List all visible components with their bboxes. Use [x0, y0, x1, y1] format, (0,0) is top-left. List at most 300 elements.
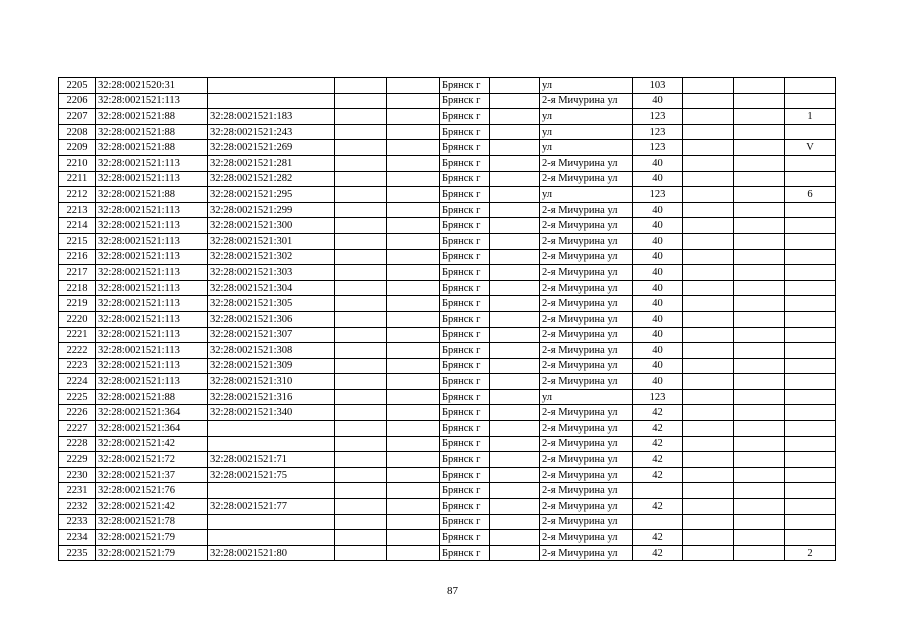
table-cell: 2-я Мичурина ул: [540, 358, 633, 374]
table-cell: Брянск г: [440, 530, 490, 546]
table-cell: 32:28:0021521:316: [208, 389, 335, 405]
table-cell: 32:28:0021521:308: [208, 343, 335, 359]
table-cell: 2221: [59, 327, 96, 343]
table-cell: Брянск г: [440, 296, 490, 312]
table-cell: Брянск г: [440, 155, 490, 171]
table-cell: [785, 499, 836, 515]
table-cell: Брянск г: [440, 452, 490, 468]
table-cell: 2-я Мичурина ул: [540, 233, 633, 249]
register-table: [58, 77, 836, 561]
table-cell: [335, 545, 387, 561]
table-cell: [785, 93, 836, 109]
table-row: [59, 249, 836, 265]
table-cell: [683, 467, 734, 483]
table-cell: 42: [633, 436, 683, 452]
table-cell: [785, 343, 836, 359]
table-cell: 40: [633, 218, 683, 234]
table-cell: [490, 171, 540, 187]
table-cell: 2209: [59, 140, 96, 156]
table-cell: [387, 358, 440, 374]
table-cell: 2: [785, 545, 836, 561]
table-cell: [785, 514, 836, 530]
table-cell: [683, 280, 734, 296]
table-cell: [683, 405, 734, 421]
table-cell: [387, 296, 440, 312]
table-cell: 2225: [59, 389, 96, 405]
table-cell: 32:28:0021521:42: [96, 499, 208, 515]
table-cell: Брянск г: [440, 405, 490, 421]
table-cell: [335, 499, 387, 515]
table-cell: 2229: [59, 452, 96, 468]
table-cell: [387, 155, 440, 171]
table-cell: [734, 389, 785, 405]
table-cell: Брянск г: [440, 389, 490, 405]
table-cell: [335, 280, 387, 296]
table-cell: [683, 530, 734, 546]
table-cell: 32:28:0021521:113: [96, 374, 208, 390]
table-cell: 2-я Мичурина ул: [540, 374, 633, 390]
table-cell: [683, 389, 734, 405]
table-cell: [785, 155, 836, 171]
table-cell: Брянск г: [440, 233, 490, 249]
table-cell: [387, 311, 440, 327]
table-cell: [734, 530, 785, 546]
table-cell: [335, 405, 387, 421]
table-row: [59, 187, 836, 203]
table-cell: [208, 421, 335, 437]
table-cell: ул: [540, 109, 633, 125]
table-cell: [734, 78, 785, 94]
table-cell: [208, 483, 335, 499]
table-cell: Брянск г: [440, 124, 490, 140]
table-cell: [734, 109, 785, 125]
table-cell: [785, 467, 836, 483]
table-cell: [683, 265, 734, 281]
table-cell: [387, 202, 440, 218]
table-cell: 40: [633, 343, 683, 359]
table-cell: [683, 436, 734, 452]
table-cell: [734, 327, 785, 343]
table-cell: [490, 202, 540, 218]
table-cell: Брянск г: [440, 265, 490, 281]
table-cell: [490, 311, 540, 327]
table-cell: [490, 374, 540, 390]
table-cell: 103: [633, 78, 683, 94]
table-cell: [490, 124, 540, 140]
table-cell: 32:28:0021521:364: [96, 421, 208, 437]
table-row: [59, 109, 836, 125]
table-row: [59, 93, 836, 109]
table-cell: 32:28:0021521:88: [96, 124, 208, 140]
table-row: [59, 358, 836, 374]
table-cell: [490, 233, 540, 249]
table-cell: [335, 311, 387, 327]
table-cell: [734, 452, 785, 468]
table-cell: 123: [633, 140, 683, 156]
table-cell: [490, 93, 540, 109]
table-cell: [785, 265, 836, 281]
table-cell: [387, 499, 440, 515]
table-cell: Брянск г: [440, 187, 490, 203]
table-row: [59, 421, 836, 437]
table-cell: [734, 296, 785, 312]
table-cell: [335, 421, 387, 437]
table-cell: [734, 140, 785, 156]
table-cell: 40: [633, 311, 683, 327]
table-cell: 2-я Мичурина ул: [540, 249, 633, 265]
table-cell: [683, 109, 734, 125]
table-cell: 32:28:0021521:113: [96, 343, 208, 359]
table-cell: [335, 155, 387, 171]
table-cell: [683, 514, 734, 530]
table-cell: 32:28:0021520:31: [96, 78, 208, 94]
table-cell: [335, 467, 387, 483]
table-cell: [387, 405, 440, 421]
table-cell: 32:28:0021521:113: [96, 280, 208, 296]
table-cell: 2215: [59, 233, 96, 249]
table-cell: [387, 218, 440, 234]
table-cell: [490, 530, 540, 546]
table-cell: [683, 343, 734, 359]
table-cell: 32:28:0021521:301: [208, 233, 335, 249]
table-cell: [683, 358, 734, 374]
table-cell: 32:28:0021521:113: [96, 327, 208, 343]
table-cell: [683, 171, 734, 187]
table-cell: 32:28:0021521:364: [96, 405, 208, 421]
table-cell: [490, 187, 540, 203]
table-cell: [387, 233, 440, 249]
table-cell: [785, 405, 836, 421]
table-cell: [335, 483, 387, 499]
table-cell: [490, 514, 540, 530]
table-cell: [387, 265, 440, 281]
table-cell: [335, 78, 387, 94]
table-cell: [335, 327, 387, 343]
table-cell: 123: [633, 109, 683, 125]
table-cell: [683, 249, 734, 265]
table-cell: [683, 421, 734, 437]
table-cell: [387, 514, 440, 530]
table-cell: 2-я Мичурина ул: [540, 171, 633, 187]
table-cell: [785, 436, 836, 452]
table-cell: 32:28:0021521:307: [208, 327, 335, 343]
table-cell: 2210: [59, 155, 96, 171]
table-cell: [734, 358, 785, 374]
table-cell: [490, 452, 540, 468]
table-cell: [734, 233, 785, 249]
table-cell: 40: [633, 280, 683, 296]
table-cell: Брянск г: [440, 109, 490, 125]
table-cell: [734, 545, 785, 561]
table-cell: [335, 514, 387, 530]
table-cell: 40: [633, 265, 683, 281]
table-cell: [387, 421, 440, 437]
table-cell: [335, 249, 387, 265]
table-cell: [785, 171, 836, 187]
table-cell: [387, 530, 440, 546]
table-cell: [335, 93, 387, 109]
table-cell: 32:28:0021521:75: [208, 467, 335, 483]
table-cell: ул: [540, 187, 633, 203]
table-cell: 2205: [59, 78, 96, 94]
table-cell: Брянск г: [440, 218, 490, 234]
table-cell: Брянск г: [440, 249, 490, 265]
table-cell: [335, 389, 387, 405]
table-cell: 40: [633, 296, 683, 312]
table-cell: [785, 78, 836, 94]
table-cell: [387, 483, 440, 499]
table-cell: [785, 374, 836, 390]
table-cell: [490, 78, 540, 94]
table-row: [59, 124, 836, 140]
table-cell: [734, 124, 785, 140]
table-cell: Брянск г: [440, 311, 490, 327]
table-cell: [335, 374, 387, 390]
table-cell: [683, 311, 734, 327]
table-cell: Брянск г: [440, 374, 490, 390]
table-cell: [683, 218, 734, 234]
table-row: [59, 389, 836, 405]
table-cell: Брянск г: [440, 327, 490, 343]
table-cell: [683, 296, 734, 312]
table-cell: [490, 155, 540, 171]
table-cell: 32:28:0021521:72: [96, 452, 208, 468]
table-cell: 2-я Мичурина ул: [540, 436, 633, 452]
table-cell: 32:28:0021521:113: [96, 311, 208, 327]
table-cell: 1: [785, 109, 836, 125]
table-cell: 2228: [59, 436, 96, 452]
table-cell: 32:28:0021521:88: [96, 389, 208, 405]
table-cell: [387, 452, 440, 468]
table-cell: 32:28:0021521:113: [96, 265, 208, 281]
table-cell: 42: [633, 499, 683, 515]
table-body: [59, 78, 836, 561]
table-cell: 32:28:0021521:42: [96, 436, 208, 452]
table-cell: [490, 280, 540, 296]
table-cell: 32:28:0021521:243: [208, 124, 335, 140]
table-cell: Брянск г: [440, 499, 490, 515]
table-cell: 2207: [59, 109, 96, 125]
table-cell: 2233: [59, 514, 96, 530]
table-cell: [490, 249, 540, 265]
table-cell: [683, 78, 734, 94]
table-row: [59, 280, 836, 296]
table-cell: [683, 202, 734, 218]
table-cell: 2216: [59, 249, 96, 265]
table-cell: 32:28:0021521:309: [208, 358, 335, 374]
table-cell: 2-я Мичурина ул: [540, 545, 633, 561]
table-cell: 42: [633, 545, 683, 561]
table-cell: 2-я Мичурина ул: [540, 467, 633, 483]
table-cell: 42: [633, 530, 683, 546]
table-row: [59, 499, 836, 515]
table-cell: Брянск г: [440, 421, 490, 437]
table-cell: 40: [633, 233, 683, 249]
table-cell: [785, 421, 836, 437]
table-cell: [785, 249, 836, 265]
table-cell: 2218: [59, 280, 96, 296]
table-cell: [208, 93, 335, 109]
table-cell: [734, 374, 785, 390]
table-cell: [734, 93, 785, 109]
table-cell: [387, 389, 440, 405]
table-cell: [683, 187, 734, 203]
table-row: [59, 483, 836, 499]
table-cell: 32:28:0021521:306: [208, 311, 335, 327]
table-row: [59, 545, 836, 561]
table-cell: [490, 545, 540, 561]
table-cell: 32:28:0021521:79: [96, 530, 208, 546]
table-cell: 2217: [59, 265, 96, 281]
table-row: [59, 218, 836, 234]
table-cell: 32:28:0021521:305: [208, 296, 335, 312]
table-cell: [734, 514, 785, 530]
table-cell: 123: [633, 187, 683, 203]
table-cell: [683, 124, 734, 140]
table-cell: 32:28:0021521:113: [96, 218, 208, 234]
table-cell: 32:28:0021521:340: [208, 405, 335, 421]
table-cell: 2224: [59, 374, 96, 390]
table-cell: ул: [540, 78, 633, 94]
table-cell: 2-я Мичурина ул: [540, 483, 633, 499]
table-cell: [335, 202, 387, 218]
table-row: [59, 311, 836, 327]
table-cell: 2231: [59, 483, 96, 499]
table-cell: 32:28:0021521:269: [208, 140, 335, 156]
table-cell: [785, 327, 836, 343]
table-cell: [785, 218, 836, 234]
table-cell: [387, 467, 440, 483]
table-cell: [208, 78, 335, 94]
table-cell: [734, 499, 785, 515]
table-cell: [387, 140, 440, 156]
table-cell: 40: [633, 155, 683, 171]
table-cell: [785, 389, 836, 405]
table-cell: [683, 93, 734, 109]
table-cell: [785, 530, 836, 546]
table-cell: 32:28:0021521:77: [208, 499, 335, 515]
table-cell: 2-я Мичурина ул: [540, 218, 633, 234]
table-cell: 32:28:0021521:113: [96, 93, 208, 109]
table-cell: [734, 405, 785, 421]
table-cell: 42: [633, 452, 683, 468]
table-cell: [335, 140, 387, 156]
table-cell: 32:28:0021521:80: [208, 545, 335, 561]
table-cell: [335, 124, 387, 140]
table-cell: 32:28:0021521:113: [96, 155, 208, 171]
table-cell: [387, 187, 440, 203]
table-cell: Брянск г: [440, 202, 490, 218]
table-cell: [387, 249, 440, 265]
table-cell: [633, 483, 683, 499]
table-cell: [734, 280, 785, 296]
table-cell: 32:28:0021521:78: [96, 514, 208, 530]
table-cell: [208, 530, 335, 546]
table-cell: Брянск г: [440, 358, 490, 374]
table-cell: 32:28:0021521:300: [208, 218, 335, 234]
table-cell: 40: [633, 374, 683, 390]
table-cell: [785, 452, 836, 468]
table-cell: [335, 343, 387, 359]
table-cell: [683, 452, 734, 468]
table-cell: [490, 327, 540, 343]
table-cell: [387, 124, 440, 140]
table-cell: [785, 296, 836, 312]
table-cell: 32:28:0021521:183: [208, 109, 335, 125]
table-cell: 2235: [59, 545, 96, 561]
table-cell: 40: [633, 358, 683, 374]
table-cell: [785, 311, 836, 327]
table-cell: 2-я Мичурина ул: [540, 327, 633, 343]
table-cell: 40: [633, 171, 683, 187]
table-row: [59, 140, 836, 156]
table-row: [59, 78, 836, 94]
table-cell: [734, 187, 785, 203]
table-cell: 2-я Мичурина ул: [540, 452, 633, 468]
table-cell: 2232: [59, 499, 96, 515]
table-cell: [387, 374, 440, 390]
table-row: [59, 374, 836, 390]
table-row: [59, 530, 836, 546]
table-cell: [734, 343, 785, 359]
table-cell: [335, 187, 387, 203]
table-cell: [734, 265, 785, 281]
table-cell: 2-я Мичурина ул: [540, 265, 633, 281]
table-cell: [335, 296, 387, 312]
table-cell: V: [785, 140, 836, 156]
table-cell: [490, 405, 540, 421]
table-cell: 2226: [59, 405, 96, 421]
table-row: [59, 343, 836, 359]
table-cell: [208, 436, 335, 452]
table-cell: [683, 545, 734, 561]
table-cell: 2-я Мичурина ул: [540, 421, 633, 437]
table-cell: Брянск г: [440, 140, 490, 156]
table-cell: [387, 78, 440, 94]
table-cell: [335, 109, 387, 125]
table-cell: Брянск г: [440, 514, 490, 530]
table-cell: [335, 358, 387, 374]
table-cell: [335, 436, 387, 452]
table-cell: [785, 124, 836, 140]
table-cell: 2-я Мичурина ул: [540, 405, 633, 421]
table-cell: 32:28:0021521:295: [208, 187, 335, 203]
table-cell: [490, 265, 540, 281]
table-cell: [387, 545, 440, 561]
table-cell: 32:28:0021521:303: [208, 265, 335, 281]
table-cell: 40: [633, 327, 683, 343]
table-cell: 32:28:0021521:88: [96, 140, 208, 156]
table-cell: 2222: [59, 343, 96, 359]
table-cell: [490, 436, 540, 452]
table-cell: Брянск г: [440, 78, 490, 94]
table-cell: 2-я Мичурина ул: [540, 311, 633, 327]
table-cell: [683, 155, 734, 171]
table-cell: [683, 327, 734, 343]
table-row: [59, 171, 836, 187]
table-cell: 40: [633, 202, 683, 218]
table-cell: 32:28:0021521:113: [96, 202, 208, 218]
table-cell: [734, 155, 785, 171]
table-cell: 2223: [59, 358, 96, 374]
table-cell: [490, 483, 540, 499]
table-row: [59, 452, 836, 468]
table-cell: 32:28:0021521:113: [96, 249, 208, 265]
table-cell: Брянск г: [440, 171, 490, 187]
table-cell: [490, 218, 540, 234]
table-cell: [683, 499, 734, 515]
table-cell: [490, 343, 540, 359]
